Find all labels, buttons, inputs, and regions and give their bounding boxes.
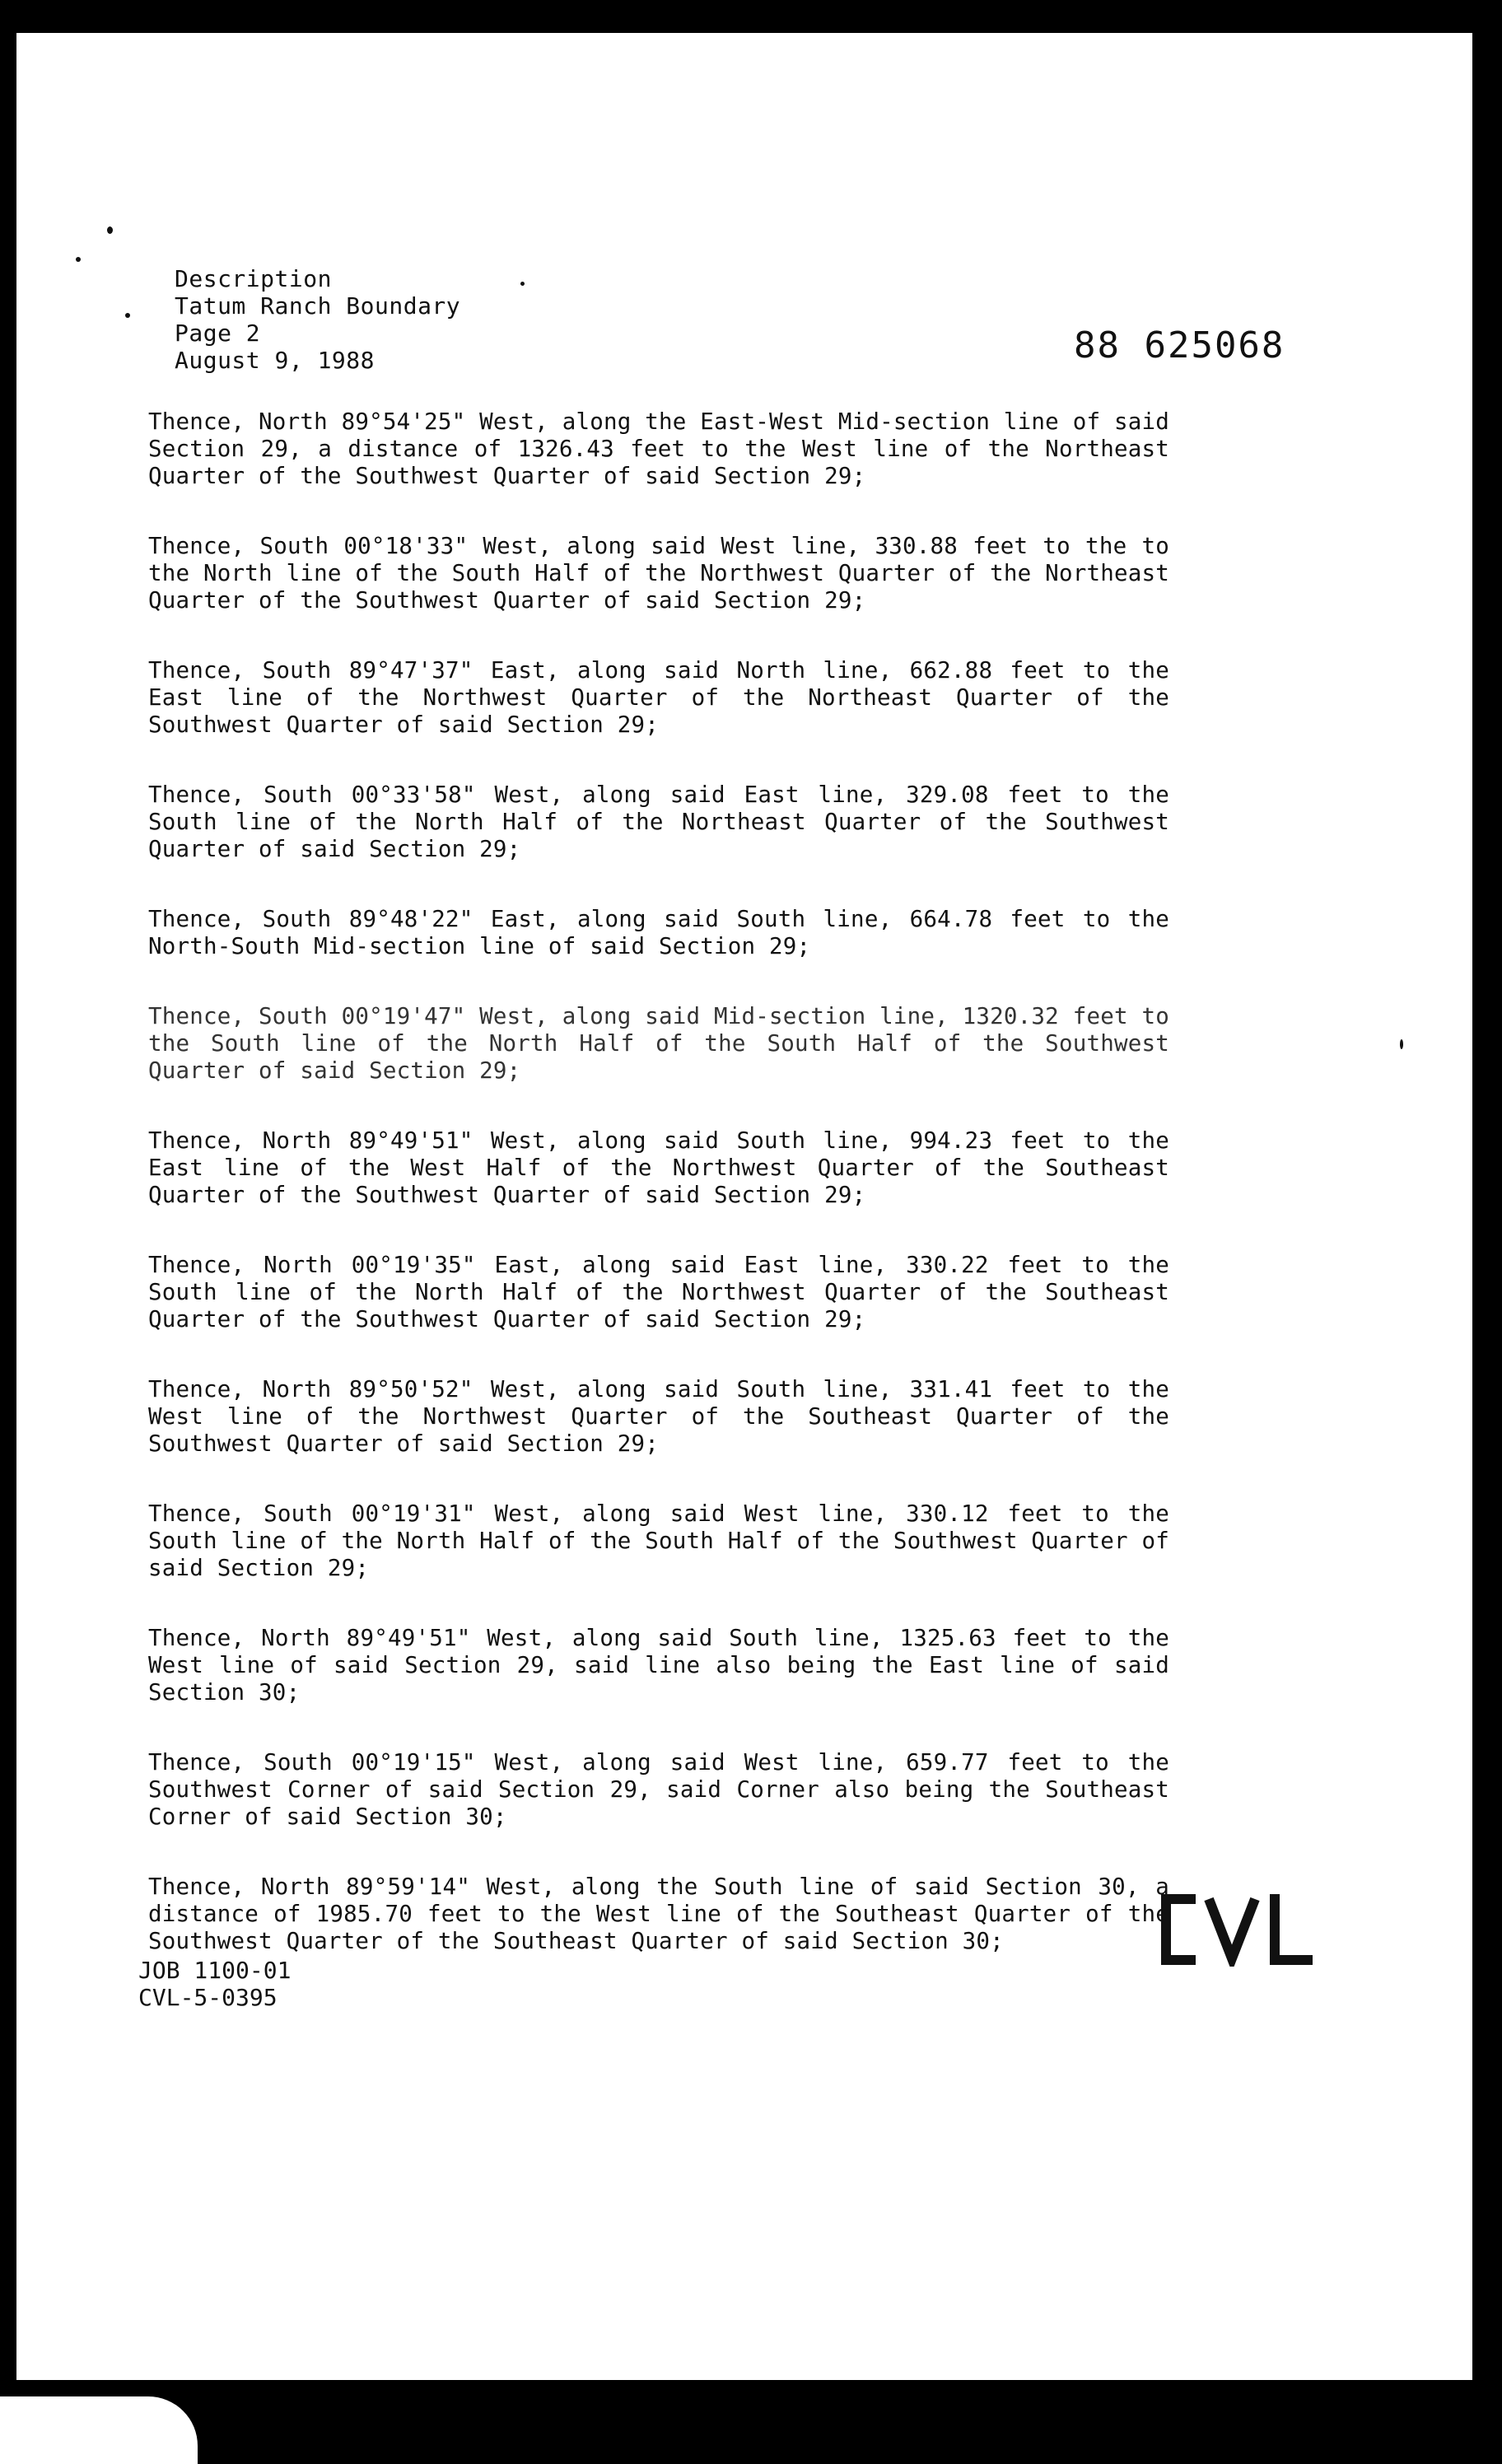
scan-speck bbox=[1400, 1039, 1403, 1049]
header-date: August 9, 1988 bbox=[175, 347, 376, 374]
boundary-description bbox=[148, 408, 1169, 1998]
paragraph: Thence, South 89°47'37" East, along said North line, 662.88 feet to the East line of the Northwest Quarter of the Northeast Quarter of the Southwest Quarter of said Section 29; bbox=[148, 657, 1169, 738]
cvl-logo bbox=[1161, 1892, 1316, 1967]
paper-corner bbox=[0, 2396, 198, 2464]
paragraph: Thence, North 89°54'25" West, along the East-West Mid-section line of said Section 29, a distance of 1326.43 feet to the West line of the Northeast Quarter of the Southwest Quarter of said Section 29; bbox=[148, 408, 1169, 489]
scan-speck bbox=[107, 226, 113, 234]
header-page: Page 2 bbox=[175, 320, 261, 347]
job-number: JOB 1100-01 bbox=[138, 1957, 292, 1984]
scan-speck bbox=[76, 257, 81, 262]
paragraph: Thence, South 00°19'15" West, along said West line, 659.77 feet to the Southwest Corner of said Section 29, said Corner also being the Southeast Corner of said Section 30; bbox=[148, 1749, 1169, 1830]
paragraph: Thence, North 89°49'51" West, along said South line, 1325.63 feet to the West line of said Section 29, said line also being the East line of said Section 30; bbox=[148, 1625, 1169, 1706]
cvl-reference: CVL-5-0395 bbox=[138, 1984, 278, 2011]
header-description: Description bbox=[175, 265, 332, 292]
document-header bbox=[175, 265, 460, 374]
header-title: Tatum Ranch Boundary bbox=[175, 292, 461, 320]
scan-speck bbox=[125, 313, 130, 318]
paragraph: Thence, South 00°33'58" West, along said East line, 329.08 feet to the South line of the North Half of the Northeast Quarter of the Southwest Quarter of said Section 29; bbox=[148, 782, 1169, 862]
paragraph: Thence, South 89°48'22" East, along said South line, 664.78 feet to the North-South Mid-section line of said Section 29; bbox=[148, 906, 1169, 959]
paragraph: Thence, North 89°49'51" West, along said South line, 994.23 feet to the East line of the West Half of the Northwest Quarter of the Southeast Quarter of the Southwest Quarter of said Section 29; bbox=[148, 1127, 1169, 1208]
job-reference bbox=[138, 1957, 291, 2011]
paragraph: Thence, South 00°19'31" West, along said West line, 330.12 feet to the South line of the North Half of the South Half of the Southwest Quarter of said Section 29; bbox=[148, 1500, 1169, 1581]
paragraph: Thence, South 00°18'33" West, along said West line, 330.88 feet to the to the North line of the South Half of the Northwest Quarter of the Northeast Quarter of the Southwest Quarter of said Section 29; bbox=[148, 533, 1169, 614]
paragraph: Thence, North 00°19'35" East, along said East line, 330.22 feet to the South line of the North Half of the Northwest Quarter of the Southeast Quarter of the Southwest Quarter of said Section 29; bbox=[148, 1252, 1169, 1332]
paragraph: Thence, North 89°50'52" West, along said South line, 331.41 feet to the West line of the Northwest Quarter of the Southeast Quarter of the Southwest Quarter of said Section 29; bbox=[148, 1376, 1169, 1457]
paragraph: Thence, North 89°59'14" West, along the South line of said Section 30, a distance of 1985.70 feet to the West line of the Southeast Quarter of the Southwest Quarter of the Southeast Quarter of said Section 30; bbox=[148, 1874, 1169, 1954]
document-number: 88 625068 bbox=[1074, 324, 1285, 366]
paragraph: Thence, South 00°19'47" West, along said Mid-section line, 1320.32 feet to the South line of the North Half of the South Half of the Southwest Quarter of said Section 29; bbox=[148, 1003, 1169, 1084]
scan-speck bbox=[520, 282, 525, 286]
